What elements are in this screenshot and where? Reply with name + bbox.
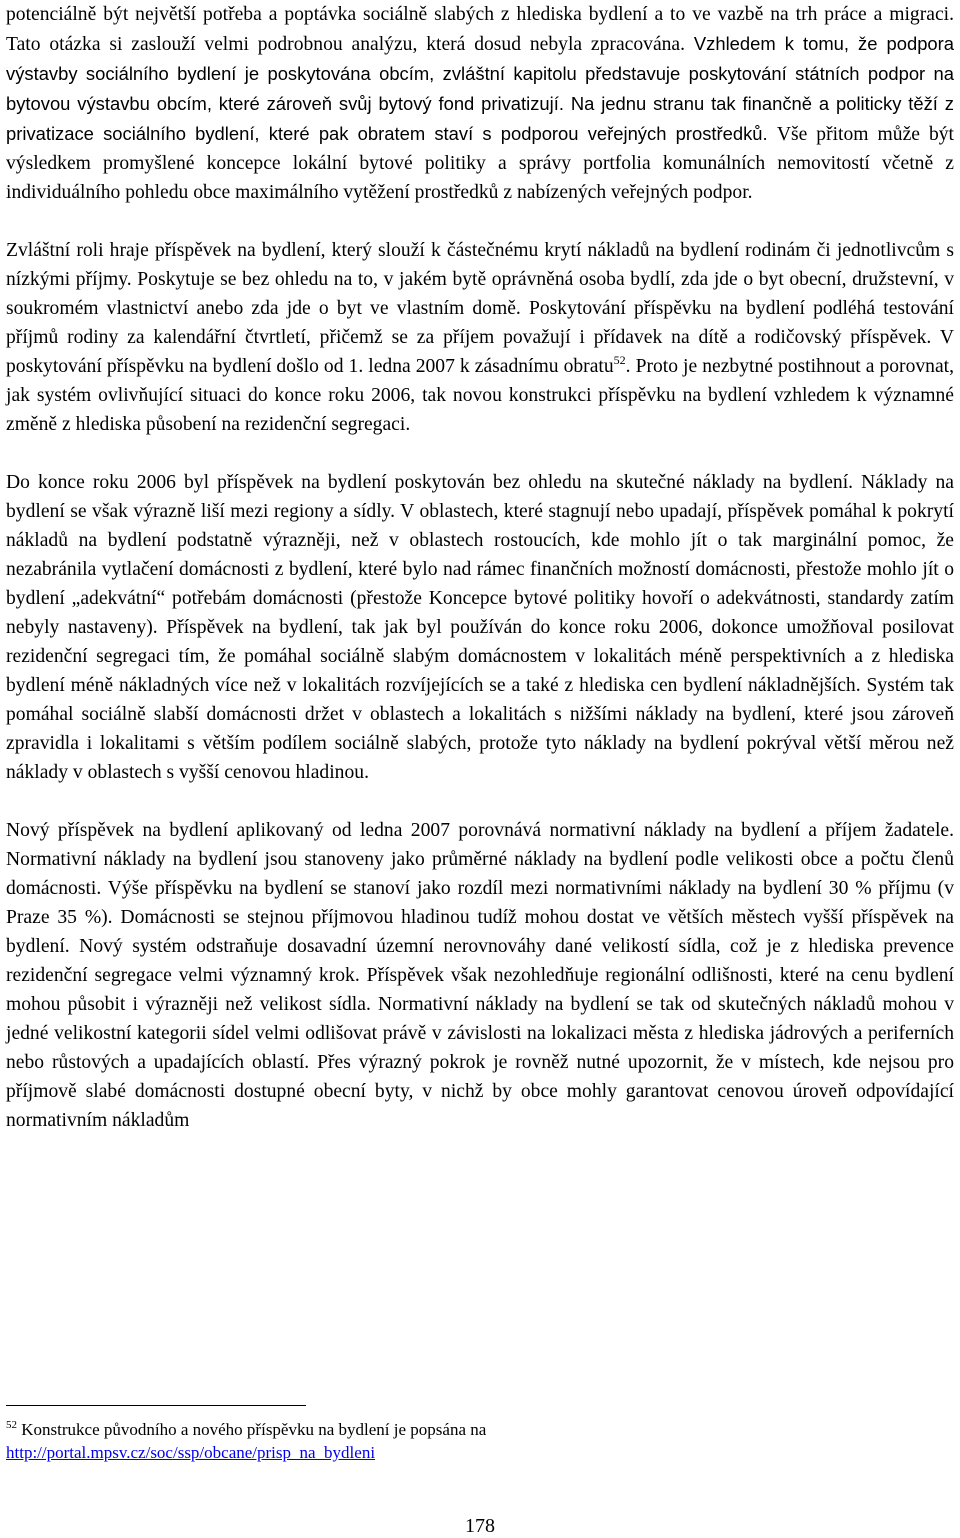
paragraph-1-part-b: Vzhledem k tomu, že podpora výstavby sociálního bydlení je poskytována obcím, zvláštní kapitolu představuje poskytování státních podpor na bytovou výstavbu obcím, které zároveň svůj bytový fond privatizují. Na jednu stranu tak finančně a politicky těží z privatizace sociálního bydlení, které pak obratem staví s podporou veřejných prostředků.	[6, 33, 955, 144]
paragraph-1	[6, 0, 954, 207]
footnote-text-line	[6, 1418, 906, 1441]
footnote-number: 52	[6, 1419, 17, 1431]
paragraph-gap	[6, 787, 954, 816]
document-page	[6, 0, 954, 1135]
paragraph-2-part-b: . Proto je nezbytné postihnout a porovnat, jak systém ovlivňující situaci do konce roku 2006, tak novou konstrukci příspěvku na bydlení vzhledem k významné změně z hlediska působení na rezidenční segregaci.	[6, 356, 954, 435]
paragraph-3: Do konce roku 2006 byl příspěvek na bydlení poskytován bez ohledu na skutečné náklady na bydlení. Náklady na bydlení se však výrazně liší mezi regiony a sídly. V oblastech, které stagnují nebo upadají, příspěvek pomáhal k pokrytí nákladů na bydlení podstatně výrazněji, než v oblastech rostoucích, kde mohlo jít o tak marginální pomoc, že nezabránila vytlačení domácnosti z bydlení, které bylo nad rámec finančních možností domácnosti, přestože mohlo jít o bydlení „adekvátní“ potřebám domácnosti (přestože Koncepce bytové politiky hovoří o adekvátnosti, standardy zatím nebyly nastaveny). Příspěvek na bydlení, tak jak byl používán do konce roku 2006, dokonce umožňoval posilovat rezidenční segregaci tím, že pomáhal sociálně slabým domácnostem v lokalitách méně perspektivních a z hlediska bydlení méně nákladných více než v lokalitách rozvíjejících se a také z hlediska cen bydlení nákladnějších. Systém tak pomáhal sociálně slabší domácnosti držet v oblastech a lokalitách s nižšími náklady na bydlení, které jsou zároveň zpravidla i lokalitami s větším podílem sociálně slabých, protože tyto náklady na bydlení pokrýval větší měrou než náklady v oblastech s vyšší cenovou hladinou.	[6, 472, 954, 783]
paragraph-2	[6, 236, 954, 439]
paragraph-2-part-a: Zvláštní roli hraje příspěvek na bydlení, který slouží k částečnému krytí nákladů na bydlení rodinám či jednotlivcům s nízkými příjmy. Poskytuje se bez ohledu na to, v jakém bytě oprávněná osoba bydlí, zda jde o byt obecní, družstevní, v soukromém vlastnictví anebo zda jde o byt ve vlastním domě. Poskytování příspěvku na bydlení podléhá testování příjmů rodiny za kalendářní čtvrtletí, přičemž se za příjem považují i přídavek na dítě a rodičovský příspěvek. V poskytování příspěvku na bydlení došlo od 1. ledna 2007 k zásadnímu obratu	[6, 240, 954, 377]
footnote-link[interactable]: http://portal.mpsv.cz/soc/ssp/obcane/prisp_na_bydleni	[6, 1443, 376, 1462]
paragraph-1-part-c: Vše přitom může být výsledkem promyšlené koncepce lokální bytové politiky a správy portfolia komunálních nemovitostí včetně z individuálního pohledu obce maximálního vytěžení prostředků z nabízených veřejných podpor.	[6, 124, 954, 203]
paragraph-gap	[6, 207, 954, 236]
footnote-separator	[6, 1405, 306, 1406]
footnote-reference: 52	[613, 353, 626, 367]
paragraph-4: Nový příspěvek na bydlení aplikovaný od ledna 2007 porovnává normativní náklady na bydlení a příjem žadatele. Normativní náklady na bydlení jsou stanoveny jako průměrné náklady na bydlení podle velikosti obce a počtu členů domácnosti. Výše příspěvku na bydlení se stanoví jako rozdíl mezi normativními náklady na bydlení 30 % příjmu (v Praze 35 %). Domácnosti se stejnou příjmovou hladinou tudíž mohou dostat ve větších městech vyšší příspěvek na bydlení. Nový systém odstraňuje dosavadní územní nerovnováhy dané velikostí sídla, což je z hlediska prevence rezidenční segregace velmi významný krok. Příspěvek však nezohledňuje regionální odlišnosti, které na cenu bydlení mohou působit i výrazněji než velikost sídla. Normativní náklady na bydlení se tak od skutečných nákladů mohou v jedné velikostní kategorii sídel velmi odlišovat právě v závislosti na lokalizaci města z hlediska jádrových a periferních nebo růstových a upadajících oblastí. Přes výrazný pokrok je rovněž nutné upozornit, že v místech, kde nejsou pro příjmově slabé domácnosti dostupné obecní byty, v nichž by obce mohly garantovat cenovou úroveň odpovídající normativním nákladům	[6, 820, 954, 1131]
paragraph-gap	[6, 439, 954, 468]
paragraph-1-part-a: potenciálně být největší potřeba a poptávka sociálně slabých z hlediska bydlení a to ve vazbě na trh práce a migraci. Tato otázka si zaslouží velmi podrobnou analýzu, která dosud nebyla zpracována.	[6, 4, 954, 55]
footnote-text: Konstrukce původního a nového příspěvku na bydlení je popsána na	[21, 1420, 487, 1439]
page-number: 178	[465, 1515, 495, 1537]
footnote	[6, 1418, 906, 1464]
